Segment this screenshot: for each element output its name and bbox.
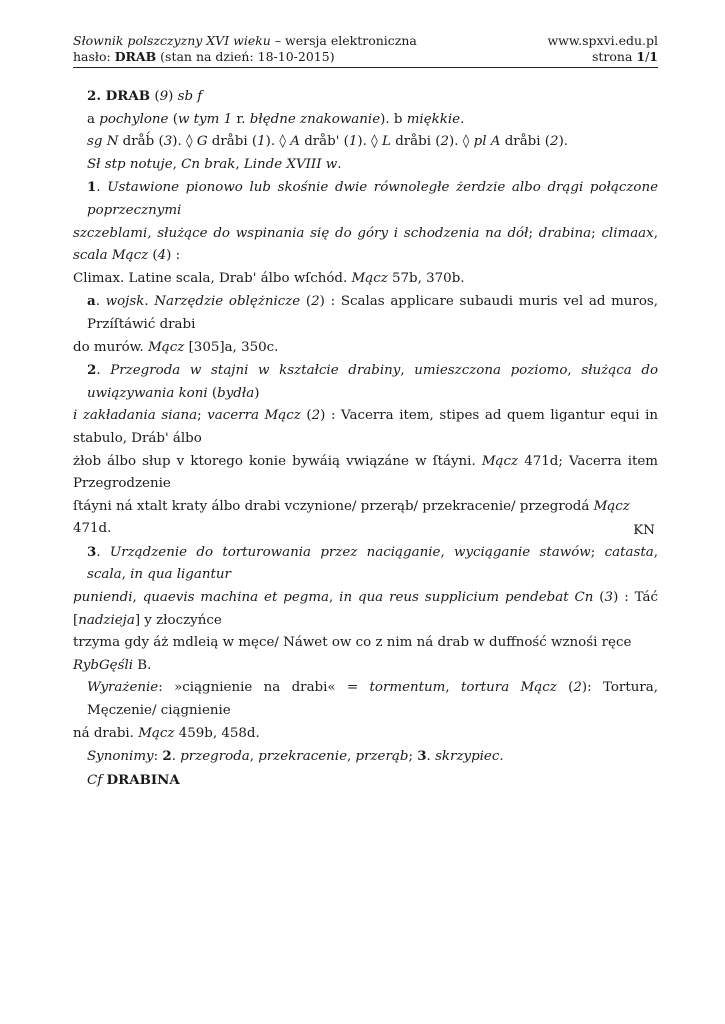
synonyms: Synonimy: 2. przegroda, przekracenie, przerąb; 3. skrzypiec. [87,748,504,765]
entry-status: hasło: DRAB (stan na dzień: 18-10-2015) [73,49,335,64]
dictionary-title: Słownik polszczyzny XVI wieku – wersja elektroniczna [73,33,417,48]
entry-heading: 2. DRAB (9) sb f [87,88,203,104]
site-url[interactable]: www.spxvi.edu.pl [547,33,658,48]
sense-3-cont2: trzyma gdy áż mdleią w męce/ Náwet ow co z nim ná drab w duffność wznośi ręce RybGęśli B. [73,635,632,673]
sources-line: Sł stp notuje, Cn brak, Linde XVIII w. [87,156,342,172]
sense-1-cont: szczeblami, służące do wspinania się do góry i schodzenia na dół; drabina; climaax, scala Mącz (4) : [73,225,658,264]
cross-reference: Cf DRABINA [87,771,180,788]
expression: Wyrażenie: »ciągnienie na drabi« = tormentum, tortura Mącz (2): Tortura, Męczenie/ ciągnienie [87,680,658,719]
author-initials: KN [633,523,655,538]
inflection-line: sg N dråb́ (3). ◊ G dråbi (1). ◊ A dråb' (1). ◊ L dråbi (2). ◊ pl A dråbi (2). [87,134,569,150]
page-number: strona 1/1 [591,49,658,64]
sense-1a-cont: do murów. Mącz [305]a, 350c. [73,339,279,355]
sense-2: 2. Przegroda w stajni w kształcie drabiny, umieszczona poziomo, służąca do uwiązywania koni (bydła) [87,362,659,401]
sense-1a: a. wojsk. Narzędzie oblężnicze (2) : Scalas applicare subaudi muris vel ad muros, Przíſtáwić drabi [87,293,659,332]
sense-2-cont: i zakładania siana; vacerra Mącz (2) : Vacerra item, stipes ad quem ligantur equi in stabulo, Dráb' álbo [73,408,658,446]
sense-3-cont: puniendi, quaevis machina et pegma, in qua reus supplicium pendebat Cn (3) : Táć [nadzieja] y złoczyńce [73,590,658,628]
pronunciation-line: a pochylone (w tym 1 r. błędne znakowanie). b miękkie. [87,111,465,127]
entry-body [73,85,659,792]
header-rule [73,67,658,68]
sense-1-quote: Climax. Latine scala, Drab' álbo wſchód. Mącz 57b, 370b. [73,270,465,286]
sense-2-cont2: żłob álbo słup v ktorego konie bywáią vwiązáne w ſtáyni. Mącz 471d; Vacerra item Przegrodzenie [73,453,658,492]
page-header [73,33,658,65]
sense-3: 3. Urządzenie do torturowania przez naciąganie, wyciąganie stawów; catasta, scala, in qua ligantur [87,543,658,583]
expression-cont: ná drabi. Mącz 459b, 458d. [73,725,260,741]
sense-2-cont3: ſtáyni ná xtalt kraty álbo drabi vczynione/ przerąb/ przekracenie/ przegrodá Mącz 471d. [73,498,630,537]
sense-1: 1. Ustawione pionowo lub skośnie dwie równoległe żerdzie albo drągi połączone poprzecznymi [87,179,658,218]
